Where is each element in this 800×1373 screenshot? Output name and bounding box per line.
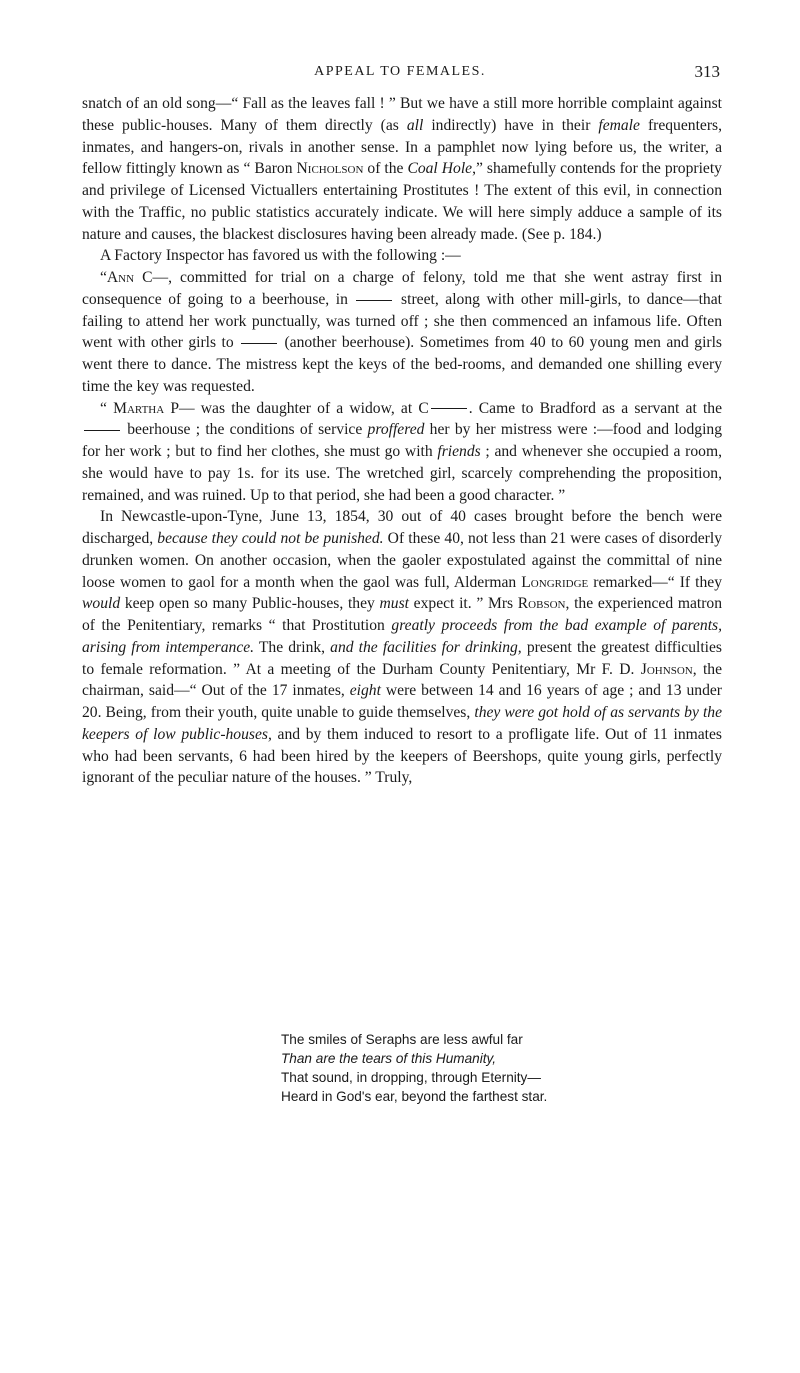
verse-line: Heard in God's ear, beyond the farthest star. xyxy=(281,1089,548,1104)
italic-text: all xyxy=(406,116,424,134)
small-caps-name: Longridge xyxy=(521,573,589,591)
text-run: , the chairman, said—“ Out of the 17 inmates, xyxy=(82,660,722,700)
text-run: remarked—“ If they xyxy=(588,573,722,591)
text-run: were between 14 and 16 years of age ; and 13 under 20. Being, from their youth, quite unable to guide themselves, xyxy=(82,682,722,721)
italic-text: greatly proceeds from the bad example of parents, arising from intemperance. xyxy=(82,617,722,656)
text-run: beerhouse ; the conditions of service xyxy=(122,421,368,439)
text-run: snatch of an old song—“ Fall as the leaves fall ! ” But we have a still more horrible complaint against these public-houses. Many of them directly (as xyxy=(82,95,722,134)
italic-text: Coal Hole xyxy=(407,160,473,178)
text-run: Of these 40, not less than 21 were cases of disorderly drunken women. On another occasion, when the gaoler expostulated against the committal of nine loose women to gaol for a month when the gaol was full, Alderman xyxy=(82,530,723,591)
text-run: street, along with other mill-girls, to dance—that failing to attend her work punctually, was turned off ; she then commenced an infamous life. Often went with other girls to xyxy=(82,290,722,352)
italic-text: because they could not be punished. xyxy=(157,530,384,547)
italic-text: and the facilities for drinking, xyxy=(330,638,522,656)
text-run: indirectly) have in their xyxy=(423,116,599,134)
blank-dash xyxy=(84,430,120,431)
paragraph xyxy=(82,506,722,789)
text-run: and by them induced to resort to a profligate life. Out of 11 inmates who had been servants, 6 had been hired by the keepers of Beershops, quite young girls, perfectly ignorant of the peculiar nature of the houses. ” Truly, xyxy=(82,725,722,787)
small-caps-name: Ann xyxy=(106,269,135,286)
italic-text: they were got hold of as servants by the keepers of low public-houses, xyxy=(82,704,723,743)
body-text xyxy=(82,93,722,789)
paragraph xyxy=(82,267,722,398)
closing-verse xyxy=(281,1030,721,1106)
text-run: ,” shamefully contends for the propriety and privilege of Licensed Victuallers entertaining Prostitutes ! The extent of this evil, in connection with the Traffic, no public statistics accurately indicate. We will here simply adduce a sample of its nature and causes, the blackest disclosures having been already made. (See p. 184.) xyxy=(82,160,722,243)
blank-dash xyxy=(356,300,392,301)
small-caps-name: Johnson xyxy=(640,660,693,678)
paragraph xyxy=(82,398,722,507)
text-run: C—, committed for trial on a charge of felony, told me that she went astray first in consequence of going to a beerhouse, in xyxy=(82,269,722,308)
text-run: “ xyxy=(100,399,114,417)
text-run: expect it. ” Mrs xyxy=(408,595,518,613)
verse-line: The smiles of Seraphs are less awful far xyxy=(281,1032,523,1047)
italic-text: must xyxy=(379,595,409,613)
blank-dash xyxy=(431,408,467,409)
small-caps-name: Robson xyxy=(517,595,566,613)
small-caps-name: Martha xyxy=(113,399,165,417)
text-run: keep open so many Public-houses, they xyxy=(120,595,380,613)
text-run: . Came to Bradford as a servant at the xyxy=(468,399,722,417)
italic-text: female xyxy=(598,116,640,134)
italic-text: eight xyxy=(349,682,381,700)
text-run: “ xyxy=(100,269,107,286)
text-run: present the greatest difficulties to female reformation. ” At a meeting of the Durham County Penitentiary, Mr F. D. xyxy=(82,638,722,678)
text-run: of the xyxy=(363,160,408,178)
text-run: The drink, xyxy=(254,638,331,656)
text-run: her by her mistress were :—food and lodging for her work ; but to find her clothes, she must go with xyxy=(82,421,722,460)
paragraph xyxy=(82,93,722,245)
verse-line: Than are the tears of this Humanity, xyxy=(281,1051,497,1066)
blank-dash xyxy=(241,343,277,344)
running-head xyxy=(80,62,720,86)
small-caps-name: Nicholson xyxy=(296,160,364,178)
verse-line: That sound, in dropping, through Eternity— xyxy=(281,1070,541,1085)
text-run: frequenters, inmates, and hangers-on, rivals in another sense. In a pamphlet now lying before us, the writer, a fellow fittingly known as “ Baron xyxy=(82,116,722,178)
text-run: , the experienced matron of the Penitentiary, remarks “ that Prostitution xyxy=(82,595,722,634)
paragraph xyxy=(82,245,722,267)
running-title: APPEAL TO FEMALES. xyxy=(314,64,486,79)
italic-text: friends xyxy=(437,443,481,460)
text-run: A Factory Inspector has favored us with the following :— xyxy=(100,247,461,265)
text-run: (another beerhouse). Sometimes from 40 to 60 young men and girls went there to dance. The mistress kept the keys of the bed-rooms, and demanded one shilling every time the key was requested. xyxy=(82,334,723,395)
italic-text: would xyxy=(82,595,121,613)
page-number: 313 xyxy=(694,62,720,81)
text-run: In Newcastle-upon-Tyne, June 13, 1854, 30 out of 40 cases brought before the bench were discharged, xyxy=(82,508,722,547)
italic-text: proffered xyxy=(367,421,425,439)
text-run: ; and whenever she occupied a room, she would have to pay 1s. for its use. The wretched girl, scarcely comprehending the proposition, remained, and was ruined. Up to that period, she had been a good character. ” xyxy=(82,443,722,504)
text-run: P— was the daughter of a widow, at C xyxy=(164,399,429,417)
